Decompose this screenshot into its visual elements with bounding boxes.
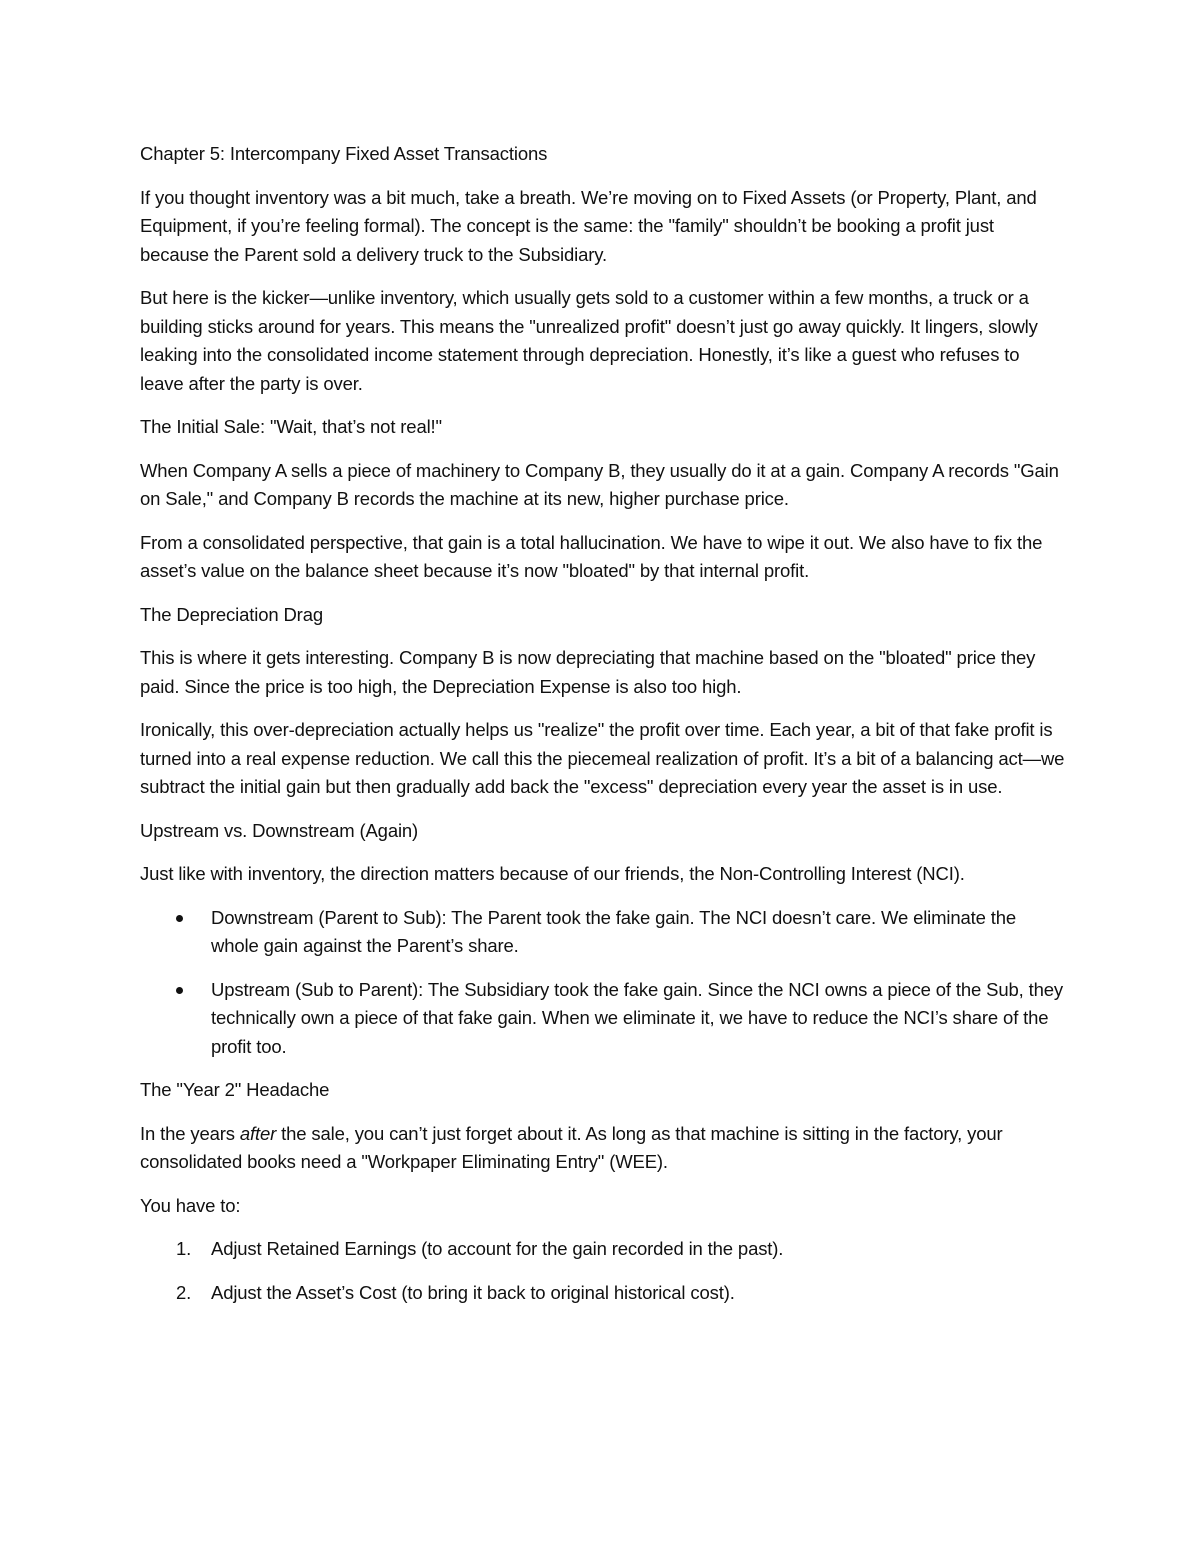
initial-sale-paragraph-2: From a consolidated perspective, that gain is a total hallucination. We have to wipe it out. We also have to fix the asset’s value on the balance sheet because it’s now "bloated" by that internal profit. (140, 531, 1043, 581)
list-item-text: Upstream (Sub to Parent): The Subsidiary took the fake gain. Since the NCI owns a piece of the Sub, they technically own a piece of that fake gain. When we eliminate it, we have to reduce the NCI’s share of the profit too. (211, 978, 1063, 1057)
steps-numbered-list (140, 1235, 1065, 1307)
section-heading-initial-sale: The Initial Sale: "Wait, that’s not real!" (140, 416, 442, 437)
depreciation-paragraph-2: Ironically, this over-depreciation actually helps us "realize" the profit over time. Each year, a bit of that fake profit is turned into a real expense reduction. We call this the piecemeal realization of profit. It’s a bit of a balancing act—we subtract the initial gain but then gradually add back the "excess" depreciation every year the asset is in use. (140, 719, 1065, 797)
list-item (140, 1279, 1065, 1308)
bullet-icon (176, 915, 183, 922)
list-item-text: Adjust Retained Earnings (to account for the gain recorded in the past). (211, 1238, 784, 1259)
list-number: 2. (176, 1281, 192, 1303)
year-2-text-end: the sale, you can’t just forget about it. As long as that machine is sitting in the factory, your consolidated books need a "Workpaper Eliminating Entry" (WEE). (140, 1122, 1003, 1172)
you-have-to-paragraph: You have to: (140, 1194, 241, 1216)
list-item-text: Adjust the Asset’s Cost (to bring it back to original historical cost). (211, 1281, 735, 1303)
intro-paragraph-1: If you thought inventory was a bit much, take a breath. We’re moving on to Fixed Assets (or Property, Plant, and Equipment, if you’re feeling formal). The concept is the same: the "family" shouldn’t be booking a profit just because the Parent sold a delivery truck to the Subsidiary. (140, 186, 1037, 265)
year-2-text-start: In the years (140, 1122, 240, 1144)
intro-paragraph-2: But here is the kicker—unlike inventory, which usually gets sold to a customer within a few months, a truck or a building sticks around for years. This means the "unrealized profit" doesn’t just go away quickly. It lingers, slowly leaking into the consolidated income statement through depreciation. Honestly, it’s like a guest who refuses to leave after the party is over. (140, 287, 1038, 394)
initial-sale-paragraph-1: When Company A sells a piece of machinery to Company B, they usually do it at a gain. Company A records "Gain on Sale," and Company B records the machine at its new, higher purchase price. (140, 459, 1059, 509)
section-heading-year-2: The "Year 2" Headache (140, 1079, 330, 1100)
bullet-icon (176, 987, 183, 994)
year-2-paragraph (140, 1120, 1065, 1177)
document-page (140, 140, 1065, 1322)
list-item (140, 1235, 1065, 1264)
depreciation-paragraph-1: This is where it gets interesting. Company B is now depreciating that machine based on the "bloated" price they paid. Since the price is too high, the Depreciation Expense is also too high. (140, 647, 1036, 697)
section-heading-depreciation-drag: The Depreciation Drag (140, 603, 323, 625)
list-item (140, 904, 1065, 961)
list-item (140, 976, 1065, 1062)
list-item-text: Downstream (Parent to Sub): The Parent took the fake gain. The NCI doesn’t care. We eliminate the whole gain against the Parent’s share. (211, 906, 1017, 956)
chapter-title: Chapter 5: Intercompany Fixed Asset Transactions (140, 143, 548, 164)
section-heading-upstream-downstream: Upstream vs. Downstream (Again) (140, 819, 419, 841)
upstream-downstream-paragraph: Just like with inventory, the direction matters because of our friends, the Non-Controlling Interest (NCI). (140, 863, 965, 884)
direction-bullet-list (140, 904, 1065, 1062)
year-2-emphasis: after (239, 1122, 277, 1144)
list-number: 1. (176, 1238, 192, 1259)
